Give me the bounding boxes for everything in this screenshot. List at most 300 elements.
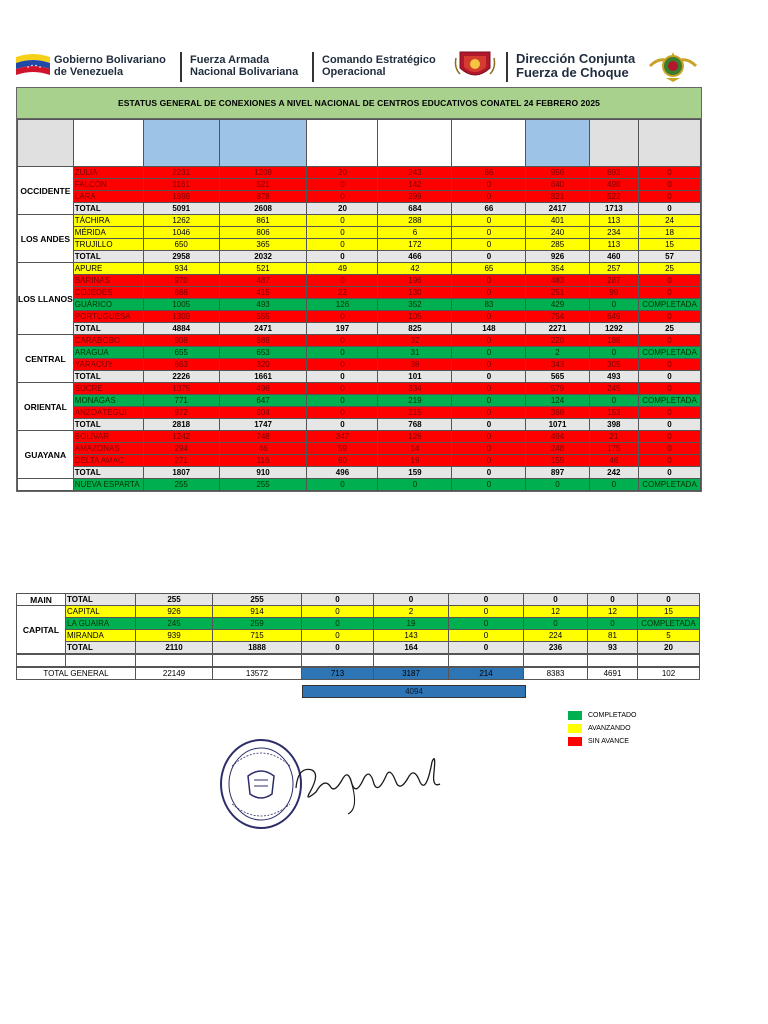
state-name: LA GUAIRA: [66, 618, 136, 630]
column-header: [639, 120, 701, 167]
cell-value: 0: [639, 443, 701, 455]
cell-value: 343: [526, 359, 589, 371]
cell-value: 242: [589, 467, 638, 479]
cmd-line2: Operacional: [322, 66, 386, 78]
cell-value: 14: [378, 443, 452, 455]
cell-value: 494: [526, 431, 589, 443]
status-table-bottom: [16, 593, 700, 680]
region-name: OCCIDENTE: [18, 167, 74, 215]
cell-value: 22: [307, 287, 378, 299]
table-row: [18, 335, 701, 347]
cell-value: 46: [219, 443, 307, 455]
cell-value: 460: [589, 251, 638, 263]
state-name: ARAGUA: [73, 347, 143, 359]
cell-value: 0: [307, 335, 378, 347]
cell-value: 101: [378, 371, 452, 383]
cell-value: 604: [219, 407, 307, 419]
cell-value: 521: [219, 263, 307, 275]
cell-value: COMPLETADA: [639, 299, 701, 311]
cell-value: 0: [452, 287, 526, 299]
cell-value: 0: [307, 227, 378, 239]
cell-value: 910: [219, 467, 307, 479]
table-row: [18, 479, 701, 491]
cell-value: 116: [219, 455, 307, 467]
cell-value: 0: [449, 618, 524, 630]
column-header: [526, 120, 589, 167]
cell-value: 1262: [143, 215, 219, 227]
cell-value: 0: [449, 642, 524, 654]
cell-value: 0: [639, 311, 701, 323]
total-general-value: 214: [449, 668, 524, 680]
cell-value: 288: [378, 215, 452, 227]
cell-value: 142: [378, 179, 452, 191]
cell-value: 245: [136, 618, 213, 630]
cell-value: 12: [588, 606, 638, 618]
gov-line2: de Venezuela: [54, 66, 124, 78]
legend-swatch-red: [568, 737, 582, 746]
cell-value: 113: [589, 239, 638, 251]
state-name: AMAZONAS: [73, 443, 143, 455]
cell-value: 18: [639, 227, 701, 239]
cell-value: 1888: [213, 642, 302, 654]
state-name: TOTAL: [73, 371, 143, 383]
cell-value: 126: [307, 299, 378, 311]
cell-value: 487: [219, 275, 307, 287]
legend-label: AVANZANDO: [588, 724, 631, 732]
total-general-value: 4691: [588, 668, 638, 680]
cell-value: 126: [378, 431, 452, 443]
cell-value: 99: [589, 287, 638, 299]
state-name: TRUJILLO: [73, 239, 143, 251]
region-total-row: [18, 323, 701, 335]
state-name: MONAGAS: [73, 395, 143, 407]
cell-value: 0: [452, 479, 526, 491]
dir-line2: Fuerza de Choque: [516, 65, 629, 80]
cell-value: 0: [374, 594, 449, 606]
cell-value: 25: [639, 323, 701, 335]
cell-value: 0: [452, 335, 526, 347]
cell-value: 21: [589, 431, 638, 443]
state-name: TOTAL: [73, 467, 143, 479]
cell-value: 59: [307, 443, 378, 455]
table-title: ESTATUS GENERAL DE CONEXIONES A NIVEL NACIONAL DE CENTROS EDUCATIVOS CONATEL 24 FEBRERO 2025: [17, 88, 701, 119]
cmd-line1: Comando Estratégico: [322, 54, 436, 66]
cell-value: 0: [452, 431, 526, 443]
cell-value: 466: [378, 251, 452, 263]
legend-swatch-yellow: [568, 724, 582, 733]
total-general-value: 3187: [374, 668, 449, 680]
cell-value: 243: [378, 167, 452, 179]
cell-value: 0: [452, 251, 526, 263]
state-name: FALCÓN: [73, 179, 143, 191]
cell-value: 148: [452, 323, 526, 335]
gov-line1: Gobierno Bolivariano: [54, 54, 166, 66]
cell-value: 49: [307, 263, 378, 275]
cell-value: 245: [589, 383, 638, 395]
cell-value: 0: [639, 191, 701, 203]
total-general-value: 22149: [136, 668, 213, 680]
cell-value: 555: [219, 311, 307, 323]
cell-value: 42: [378, 263, 452, 275]
state-name: CAPITAL: [66, 606, 136, 618]
cell-value: 0: [589, 347, 638, 359]
cell-value: 0: [639, 203, 701, 215]
cell-value: 352: [378, 299, 452, 311]
cell-value: 0: [639, 167, 701, 179]
cell-value: 0: [307, 407, 378, 419]
cell-value: 0: [639, 179, 701, 191]
region-total-row: [18, 251, 701, 263]
total-general-value: 713: [302, 668, 374, 680]
cell-value: 1699: [143, 191, 219, 203]
table-row: [18, 347, 701, 359]
cell-value: 0: [452, 419, 526, 431]
cell-value: 81: [588, 630, 638, 642]
cell-value: 0: [307, 395, 378, 407]
state-name: BOLÍVAR: [73, 431, 143, 443]
cell-value: 1075: [143, 383, 219, 395]
cell-value: 334: [378, 383, 452, 395]
state-name: PORTUGUESA: [73, 311, 143, 323]
state-name: ZULIA: [73, 167, 143, 179]
cell-value: 0: [307, 419, 378, 431]
region-name: LOS ANDES: [18, 215, 74, 263]
cell-value: 257: [589, 263, 638, 275]
table-row: [18, 263, 701, 275]
cell-value: COMPLETADA: [638, 618, 700, 630]
cell-value: 105: [378, 311, 452, 323]
cell-value: 299: [378, 191, 452, 203]
cell-value: 0: [589, 479, 638, 491]
cell-value: 0: [452, 383, 526, 395]
cell-value: 20: [638, 642, 700, 654]
table-row: [18, 443, 701, 455]
cell-value: 248: [526, 443, 589, 455]
cell-value: 0: [639, 467, 701, 479]
cell-value: 663: [143, 359, 219, 371]
dir-line1: Dirección Conjunta: [516, 51, 636, 66]
cell-value: 172: [378, 239, 452, 251]
cell-value: 0: [452, 239, 526, 251]
region-name: MAIN: [17, 594, 66, 606]
cell-value: 0: [302, 606, 374, 618]
state-name: YARACUY: [73, 359, 143, 371]
cell-value: 926: [526, 251, 589, 263]
state-name: MIRANDA: [66, 630, 136, 642]
cell-value: 0: [452, 443, 526, 455]
cell-value: 0: [307, 215, 378, 227]
column-header-row: [18, 120, 701, 167]
cell-value: 0: [307, 251, 378, 263]
legend-item: [568, 709, 637, 721]
region-name: GUAYANA: [18, 431, 74, 479]
cell-value: 914: [213, 606, 302, 618]
state-name: CARABOBO: [73, 335, 143, 347]
cell-value: 0: [588, 618, 638, 630]
table-row: [18, 311, 701, 323]
table-row: [18, 215, 701, 227]
cell-value: 0: [452, 359, 526, 371]
cell-value: 0: [639, 383, 701, 395]
column-header: [378, 120, 452, 167]
cell-value: 259: [213, 618, 302, 630]
column-header: [452, 120, 526, 167]
ceofanb-emblem-icon: [452, 46, 502, 86]
cell-value: 498: [589, 179, 638, 191]
cell-value: 188: [589, 335, 638, 347]
table-row: [18, 407, 701, 419]
legend-swatch-green: [568, 711, 582, 720]
cell-value: 255: [213, 594, 302, 606]
region-name: CENTRAL: [18, 335, 74, 383]
cell-value: 2417: [526, 203, 589, 215]
table-row: [18, 383, 701, 395]
cell-value: 271: [143, 455, 219, 467]
region-total-row: [18, 419, 701, 431]
cell-value: 861: [219, 215, 307, 227]
cell-value: 926: [136, 606, 213, 618]
table-row: [17, 618, 700, 630]
table-row: [17, 630, 700, 642]
column-header: [143, 120, 219, 167]
cell-value: 90: [307, 455, 378, 467]
cell-value: 0: [449, 606, 524, 618]
status-grid-bottom: [16, 593, 700, 654]
cell-value: 0: [302, 642, 374, 654]
cell-value: 0: [639, 359, 701, 371]
table-row: [18, 191, 701, 203]
cell-value: 354: [526, 263, 589, 275]
cell-value: 821: [526, 191, 589, 203]
handwritten-signature: [290, 748, 450, 823]
cell-value: 666: [143, 287, 219, 299]
cell-value: COMPLETADA: [639, 347, 701, 359]
cell-value: 0: [639, 275, 701, 287]
table-row: [18, 431, 701, 443]
cell-value: 0: [307, 179, 378, 191]
cell-value: 1292: [589, 323, 638, 335]
cell-value: 693: [589, 167, 638, 179]
cell-value: 1071: [526, 419, 589, 431]
cell-value: 287: [589, 275, 638, 287]
header-divider: [180, 52, 182, 82]
cell-value: 0: [449, 630, 524, 642]
cell-value: 521: [219, 179, 307, 191]
state-name: TÁCHIRA: [73, 215, 143, 227]
cell-value: 25: [639, 263, 701, 275]
cell-value: 159: [378, 467, 452, 479]
cell-value: 493: [219, 299, 307, 311]
cell-value: 347: [307, 431, 378, 443]
cell-value: 2226: [143, 371, 219, 383]
cell-value: 1747: [219, 419, 307, 431]
cell-value: 0: [307, 239, 378, 251]
venezuela-flag-logo: [14, 46, 54, 86]
cell-value: 806: [219, 227, 307, 239]
cell-value: 2: [526, 347, 589, 359]
cell-value: 5091: [143, 203, 219, 215]
table-row: [18, 227, 701, 239]
state-name: TOTAL: [66, 642, 136, 654]
region-total-row: [18, 467, 701, 479]
cell-value: 255: [136, 594, 213, 606]
cell-value: 15: [639, 239, 701, 251]
cell-value: 31: [378, 347, 452, 359]
table-row: [18, 395, 701, 407]
total-general-value: 8383: [524, 668, 588, 680]
table-row: [18, 179, 701, 191]
cell-value: 251: [526, 287, 589, 299]
state-name: ANZOÁTEGUI: [73, 407, 143, 419]
cell-value: 897: [526, 467, 589, 479]
cell-value: 401: [526, 215, 589, 227]
cell-value: 15: [638, 606, 700, 618]
cell-value: 1161: [143, 179, 219, 191]
cell-value: 650: [143, 239, 219, 251]
cell-value: 496: [307, 467, 378, 479]
cell-value: 1807: [143, 467, 219, 479]
state-name: BARINAS: [73, 275, 143, 287]
cell-value: 0: [452, 371, 526, 383]
state-name: TOTAL: [73, 251, 143, 263]
cell-value: 0: [452, 455, 526, 467]
cell-value: 640: [526, 179, 589, 191]
cell-value: 368: [526, 407, 589, 419]
cell-value: 236: [524, 642, 588, 654]
legend-item: [568, 722, 637, 734]
cell-value: 0: [302, 630, 374, 642]
state-name: SUCRE: [73, 383, 143, 395]
cell-value: 647: [219, 395, 307, 407]
legend: [568, 709, 637, 748]
cell-value: 493: [589, 371, 638, 383]
cell-value: 908: [143, 335, 219, 347]
cell-value: 0: [302, 594, 374, 606]
cell-value: 220: [526, 335, 589, 347]
cell-value: 688: [219, 335, 307, 347]
state-name: LARA: [73, 191, 143, 203]
cell-value: 1046: [143, 227, 219, 239]
status-table: [16, 87, 702, 492]
cell-value: 197: [307, 323, 378, 335]
cell-value: 0: [307, 311, 378, 323]
cell-value: 0: [452, 191, 526, 203]
cell-value: 66: [452, 167, 526, 179]
cell-value: 20: [307, 167, 378, 179]
cell-value: 224: [524, 630, 588, 642]
cell-value: 496: [219, 383, 307, 395]
cell-value: 57: [639, 251, 701, 263]
region-name: CAPITAL: [17, 606, 66, 654]
state-name: DELTA AMAC: [73, 455, 143, 467]
cell-value: 754: [526, 311, 589, 323]
table-row: [18, 275, 701, 287]
cell-value: 305: [589, 359, 638, 371]
cell-value: 0: [452, 215, 526, 227]
cell-value: 825: [378, 323, 452, 335]
cell-value: 164: [374, 642, 449, 654]
cell-value: 0: [526, 479, 589, 491]
cell-value: 294: [143, 443, 219, 455]
cell-value: 0: [524, 618, 588, 630]
region-total-row: [18, 371, 701, 383]
legend-label: SIN AVANCE: [588, 737, 629, 745]
cell-value: 240: [526, 227, 589, 239]
cell-value: 0: [307, 479, 378, 491]
cell-value: 1242: [143, 431, 219, 443]
cell-value: 0: [589, 395, 638, 407]
cell-value: 1309: [143, 311, 219, 323]
cell-value: 771: [143, 395, 219, 407]
blue-subtotal: 4094: [302, 685, 526, 698]
state-name: TOTAL: [73, 203, 143, 215]
cell-value: 38: [378, 359, 452, 371]
column-header: [589, 120, 638, 167]
cell-value: 0: [639, 407, 701, 419]
column-header: [307, 120, 378, 167]
cell-value: 565: [526, 371, 589, 383]
cell-value: 0: [452, 347, 526, 359]
cell-value: 320: [219, 359, 307, 371]
cell-value: 768: [378, 419, 452, 431]
cell-value: 1713: [589, 203, 638, 215]
state-name: TOTAL: [73, 419, 143, 431]
cell-value: 155: [526, 455, 589, 467]
cell-value: 1209: [219, 167, 307, 179]
region-total-row: [17, 642, 700, 654]
cell-value: 522: [589, 191, 638, 203]
state-name: TOTAL: [73, 323, 143, 335]
header-divider: [312, 52, 314, 82]
cell-value: 2231: [143, 167, 219, 179]
table-row: [18, 299, 701, 311]
state-name: TOTAL: [66, 594, 136, 606]
state-name: MÉRIDA: [73, 227, 143, 239]
cell-value: 0: [639, 335, 701, 347]
cell-value: 0: [639, 287, 701, 299]
cell-value: 934: [143, 263, 219, 275]
state-name: GUÁRICO: [73, 299, 143, 311]
column-header-state: [73, 120, 143, 167]
army-line2: Nacional Bolivariana: [190, 66, 299, 78]
cell-value: 365: [219, 239, 307, 251]
cell-value: 655: [143, 347, 219, 359]
table-row: [17, 606, 700, 618]
cell-value: 46: [589, 455, 638, 467]
cell-value: 2818: [143, 419, 219, 431]
cell-value: 653: [219, 347, 307, 359]
cell-value: 0: [452, 395, 526, 407]
cell-value: 175: [589, 443, 638, 455]
cell-value: 219: [378, 395, 452, 407]
cell-value: 0: [452, 275, 526, 287]
cell-value: 285: [526, 239, 589, 251]
cell-value: 2: [374, 606, 449, 618]
cell-value: 65: [452, 263, 526, 275]
cell-value: 1005: [143, 299, 219, 311]
cell-value: 970: [143, 275, 219, 287]
cell-value: 878: [219, 191, 307, 203]
cell-value: COMPLETADA: [639, 479, 701, 491]
letterhead: [14, 46, 704, 86]
cell-value: 0: [452, 467, 526, 479]
cell-value: 1661: [219, 371, 307, 383]
cell-value: 0: [589, 299, 638, 311]
cell-value: COMPLETADA: [639, 395, 701, 407]
cell-value: 12: [524, 606, 588, 618]
column-header-region: [18, 120, 74, 167]
cell-value: 0: [302, 618, 374, 630]
